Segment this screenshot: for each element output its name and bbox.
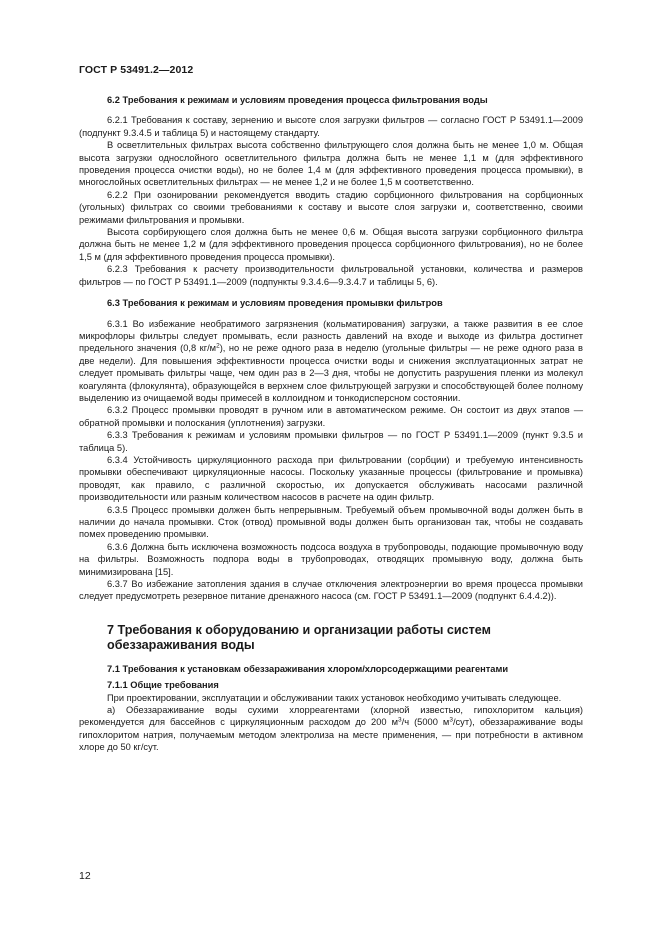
running-header: ГОСТ Р 53491.2—2012 bbox=[79, 64, 194, 76]
page-content bbox=[79, 92, 583, 754]
paragraph-6-3-4: 6.3.4 Устойчивость циркуляционного расхода при фильтровании (сорбции) и требуемую интенсивность промывки обеспечивают циркуляционные насосы. Поскольку указанные процессы (фильтрование и промывка) проводят, как правило, с различной скоростью, их допускается обслуживать насосами различной производительности или разным количеством насосов в расчете на один фильтр. bbox=[79, 454, 583, 503]
paragraph-6-3-6: 6.3.6 Должна быть исключена возможность подсоса воздуха в трубопроводы, подающие промывочную воду на фильтры. Возможность подпора воды в трубопроводах, отводящих промывную воду, должна быть минимизирована [15]. bbox=[79, 541, 583, 577]
superscript: 2 bbox=[216, 342, 220, 350]
superscript: 3 bbox=[397, 716, 402, 724]
paragraph-6-3-5: 6.3.5 Процесс промывки должен быть непрерывным. Требуемый объем промывочной воды должен быть в наличии до начала промывки. Сток (отвод) промывной воды должен быть организован так, чтобы не создавать помех проведению промывки. bbox=[79, 504, 583, 540]
paragraph-6-3-3: 6.3.3 Требования к режимам и условиям промывки фильтров — по ГОСТ Р 53491.1—2009 (пункт 9.3.5 и таблица 5). bbox=[79, 430, 583, 453]
page-number: 12 bbox=[79, 870, 91, 882]
superscript: 3 bbox=[449, 716, 453, 724]
section-7-heading-line-2: обеззараживания воды bbox=[107, 638, 255, 653]
text-run: а) Обеззараживание воды сухими хлорреагентами (хлорной известью, гипохлоритом кальция) рекомендуется для бассейнов с циркуляционным расходом до 200 м bbox=[79, 705, 583, 728]
section-7-1-heading: 7.1 Требования к установкам обеззараживания хлором/хлорсодержащими реагентами bbox=[107, 663, 509, 674]
section-7-1-1-heading: 7.1.1 Общие требования bbox=[107, 680, 219, 691]
paragraph-6-2-1: 6.2.1 Требования к составу, зернению и высоте слоя загрузки фильтров — согласно ГОСТ Р 53491.1—2009 (подпункт 9.3.4.5 и таблица 5) и настоящему стандарту. bbox=[79, 115, 583, 138]
paragraph-6-2-2: 6.2.2 При озонировании рекомендуется вводить стадию сорбционного фильтрования на сорбционных (угольных) фильтрах со своими требованиями к составу и высоте слоя загрузки и, соответственно, своими режимами фильтрования и промывки. bbox=[79, 189, 583, 225]
paragraph-6-3-1 bbox=[79, 318, 583, 405]
section-6-3-heading: 6.3 Требования к режимам и условиям проведения промывки фильтров bbox=[107, 298, 443, 309]
text-run: ), но не реже одного раза в неделю (угольные фильтры — не реже одного раза в две недели). Для повышения эффективности процесса очистки воды и снижения эксплуатационных затрат не следует промывать фильтры чаще, чем один раз в 2—3 дня, чтобы не допустить разрушения пленки из молекул коагулянта (флокулянта), образующейся в верхнем слое фильтрующей загрузки и способствующей более полному выделению из очищаемой воды примесей в коллоидном и тонкодисперсном состоянии. bbox=[79, 343, 583, 403]
section-6-2-heading: 6.2 Требования к режимам и условиям проведения процесса фильтрования воды bbox=[107, 95, 488, 105]
paragraph-6-2-1-cont: В осветлительных фильтрах высота собственно фильтрующего слоя должна быть не менее 1,0 м. Общая высота загрузки однослойного осветлительного фильтра должна быть не менее 1,1 м (для эффективного проведения процесса очистки воды), но не более 1,4 м (для эффективного проведения процесса промывки), в многослойных осветлительных фильтрах — не менее 1,2 и не более 1,5 м соответственно. bbox=[79, 140, 583, 188]
paragraph-6-2-3: 6.2.3 Требования к расчету производительности фильтровальной установки, количества и размеров фильтров — по ГОСТ Р 53491.1—2009 (подпункты 9.3.4.6—9.3.4.7 и таблицы 5, 6). bbox=[79, 264, 583, 287]
section-7-heading bbox=[79, 623, 583, 654]
text-run: 6.3.1 Во избежание необратимого загрязнения (кольматирования) загрузки, а также развития в ее слое микрофлоры фильтры следует промывать, если разность давлений на входе и выходе из фильтра достигнет предельного значения (0,8 кг/м bbox=[79, 318, 583, 354]
paragraph-6-2-2-cont: Высота сорбирующего слоя должна быть не менее 0,6 м. Общая высота загрузки сорбционного фильтра должна быть не менее 1,2 м (для эффективного проведения процесса сорбционного фильтрования), но не более 1,5 м (для эффективного проведения процесса промывки). bbox=[79, 227, 583, 262]
paragraph-7-1-1-a bbox=[79, 704, 583, 754]
text-run: /ч (5000 м bbox=[401, 717, 450, 728]
paragraph-6-3-7: 6.3.7 Во избежание затопления здания в случае отключения электроэнергии во время процесса промывки следует предусмотреть резервное питание дренажного насоса (см. ГОСТ Р 53491.1—2009 (подпункт 6.4.4.2)). bbox=[79, 579, 583, 602]
paragraph-6-3-2: 6.3.2 Процесс промывки проводят в ручном или в автоматическом режиме. Он состоит из двух этапов — обратной промывки и полоскания (уплотнения) загрузки. bbox=[79, 405, 583, 428]
text-run: /сут), обеззараживание воды гипохлоритом натрия, получаемым методом электролиза на месте применения, — при потребности в активном хлоре до 50 кг/сут. bbox=[79, 717, 583, 753]
section-7-heading-line-1: 7 Требования к оборудованию и организации работы систем bbox=[107, 622, 491, 637]
paragraph-7-1-1: При проектировании, эксплуатации и обслуживании таких установок необходимо учитывать следующее. bbox=[107, 692, 562, 703]
